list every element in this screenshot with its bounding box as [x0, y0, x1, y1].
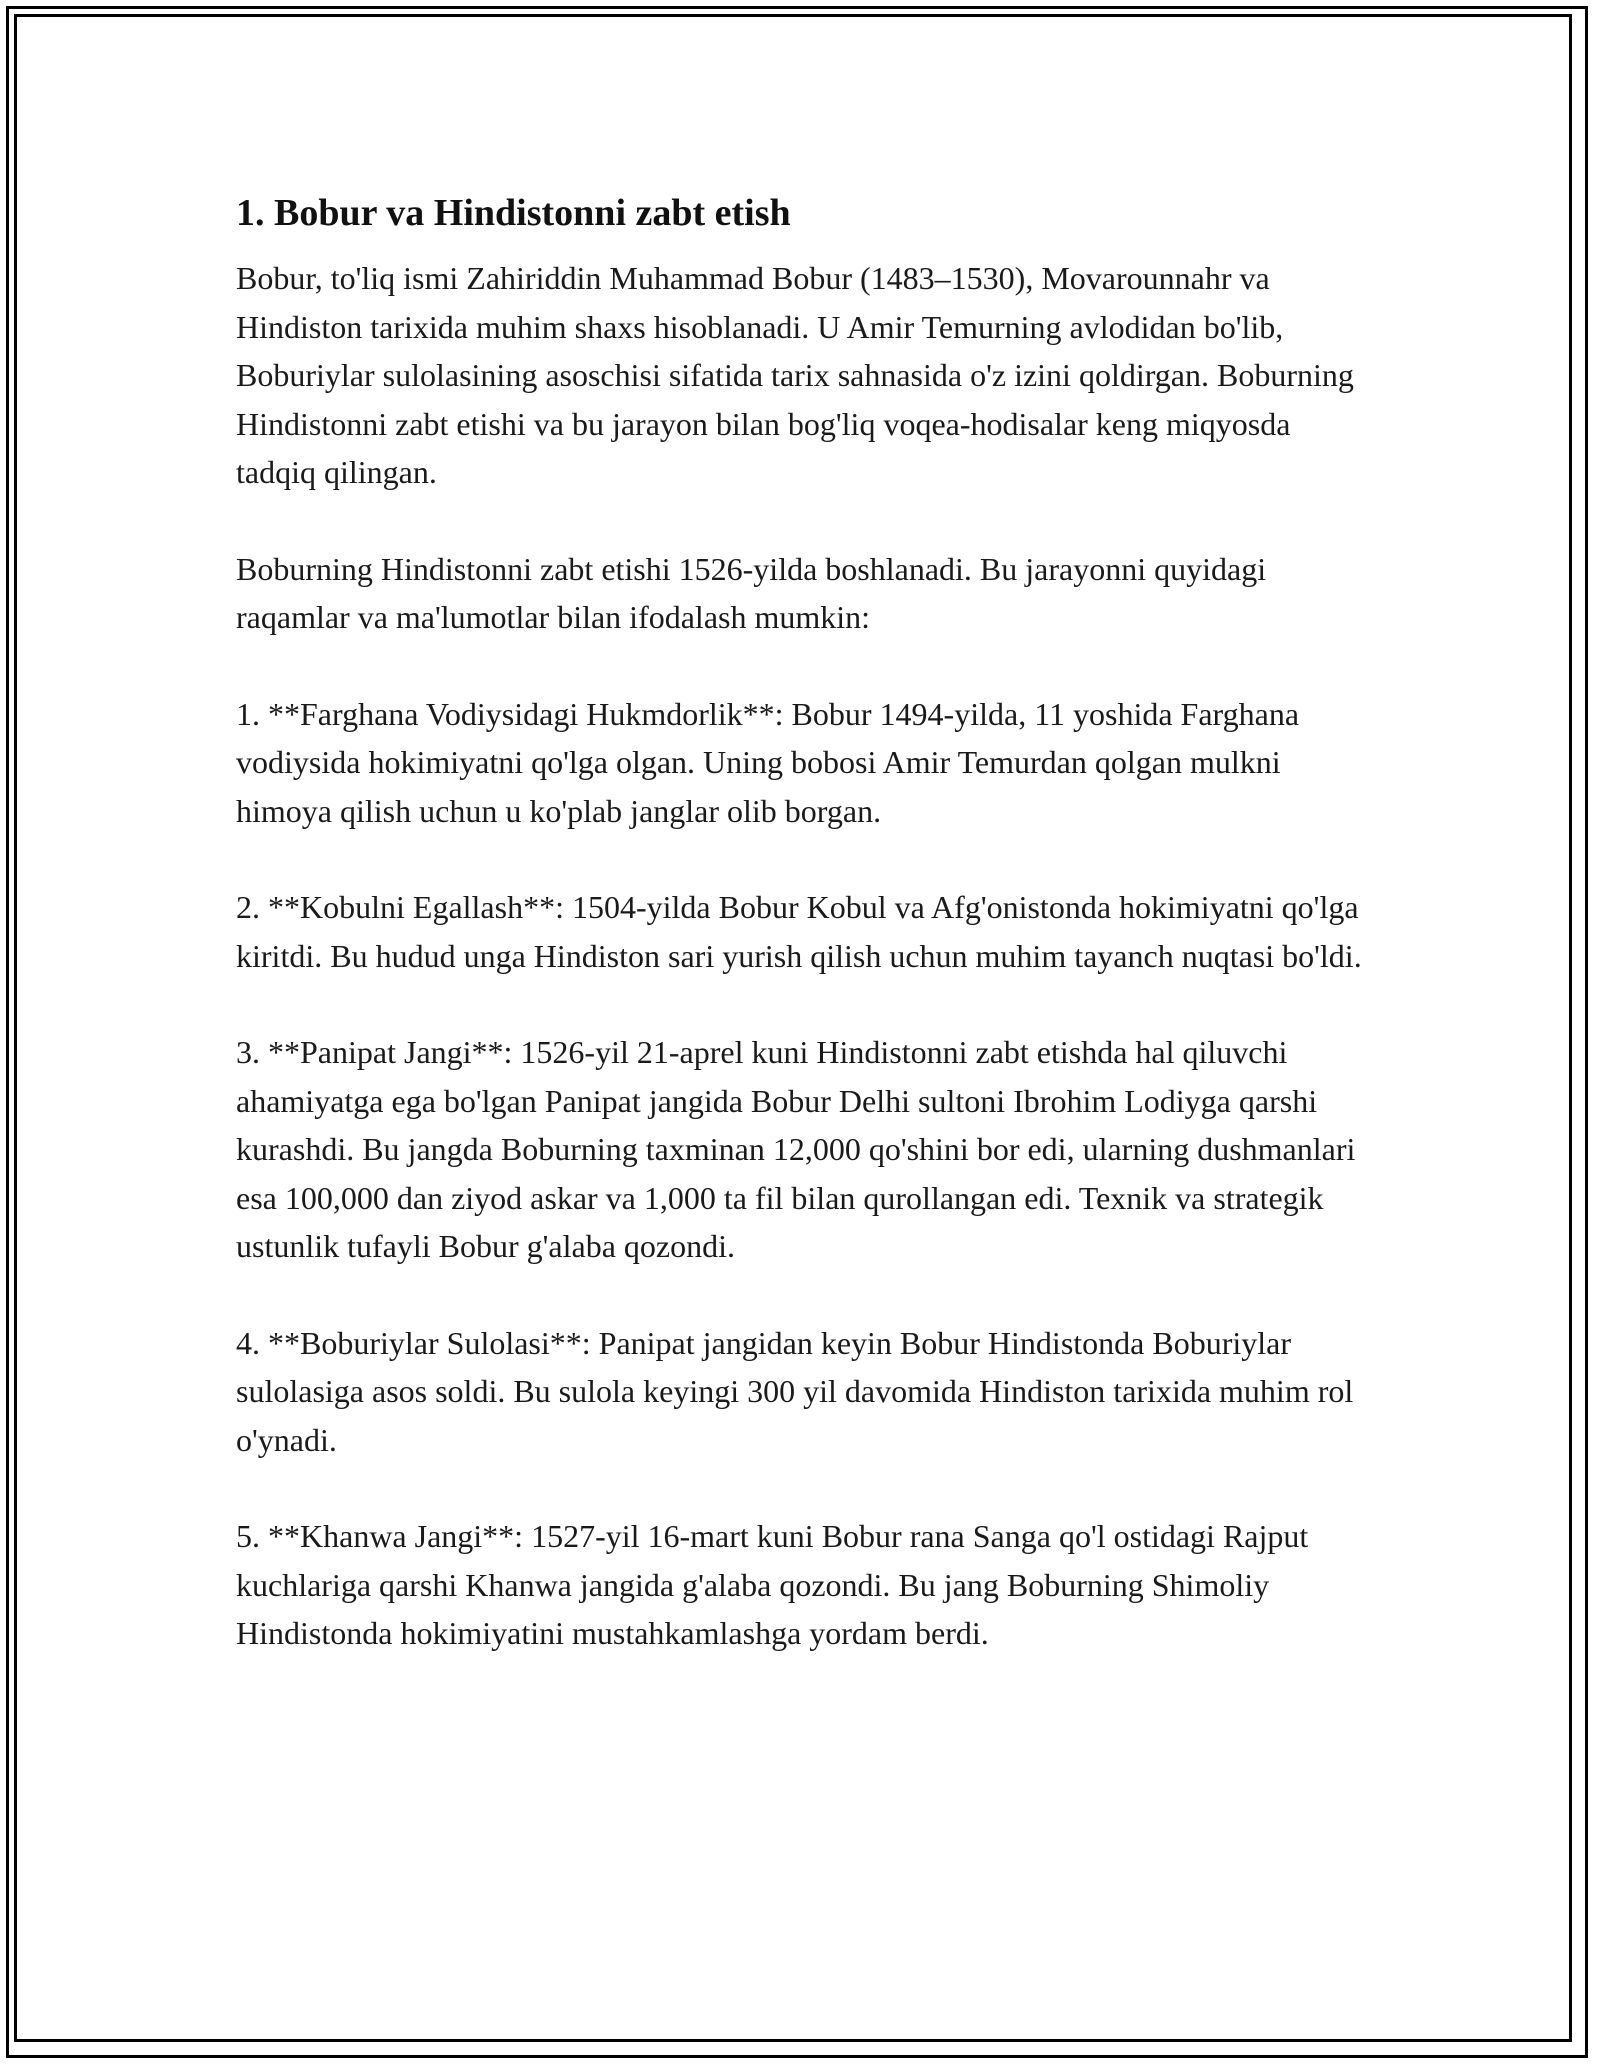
list-item-4: 4. **Boburiylar Sulolasi**: Panipat jangidan keyin Bobur Hindistonda Boburiylar sulolasiga asos soldi. Bu sulola keyingi 300 yil davomida Hindiston tarixida muhim rol o'ynadi. [236, 1324, 1354, 1458]
section-heading: 1. Bobur va Hindistonni zabt etish [236, 192, 791, 234]
intro-paragraph: Bobur, to'liq ismi Zahiriddin Muhammad Bobur (1483–1530), Movarounnahr va Hindiston tarixida muhim shaxs hisoblanadi. U Amir Temurning avlodidan bo'lib, Boburiylar sulolasining asoschisi sifatida tarix sahnasida o'z izini qoldirgan. Boburning Hindistonni zabt etishi va bu jarayon bilan bog'liq voqea-hodisalar keng miqyosda tadqiq qilingan. [236, 260, 1354, 490]
list-item-3: 3. **Panipat Jangi**: 1526-yil 21-aprel kuni Hindistonni zabt etishda hal qiluvchi ahamiyatga ega bo'lgan Panipat jangida Bobur Delhi sultoni Ibrohim Lodiyga qarshi kurashdi. Bu jangda Boburning taxminan 12,000 qo'shini bor edi, ularning dushmanlari esa 100,000 dan ziyod askar va 1,000 ta fil bilan qurollangan edi. Texnik va strategik ustunlik tufayli Bobur g'alaba qozondi. [236, 1034, 1356, 1264]
lead-in-paragraph: Boburning Hindistonni zabt etishi 1526-yilda boshlanadi. Bu jarayonni quyidagi raqamlar va ma'lumotlar bilan ifodalash mumkin: [236, 550, 1267, 635]
list-item-1: 1. **Farghana Vodiysidagi Hukmdorlik**: Bobur 1494-yilda, 11 yoshida Farghana vodiysida hokimiyatni qo'lga olgan. Uning bobosi Amir Temurdan qolgan mulkni himoya qilish uchun u ko'plab janglar olib borgan. [236, 695, 1300, 829]
document-body [236, 186, 1376, 1706]
list-item-5: 5. **Khanwa Jangi**: 1527-yil 16-mart kuni Bobur rana Sanga qo'l ostidagi Rajput kuchlariga qarshi Khanwa jangida g'alaba qozondi. Bu jang Boburning Shimoliy Hindistonda hokimiyatini mustahkamlashga yordam berdi. [236, 1518, 1309, 1651]
list-item-2: 2. **Kobulni Egallash**: 1504-yilda Bobur Kobul va Afg'onistonda hokimiyatni qo'lga kiritdi. Bu hudud unga Hindiston sari yurish qilish uchun muhim tayanch nuqtasi bo'ldi. [236, 889, 1362, 974]
